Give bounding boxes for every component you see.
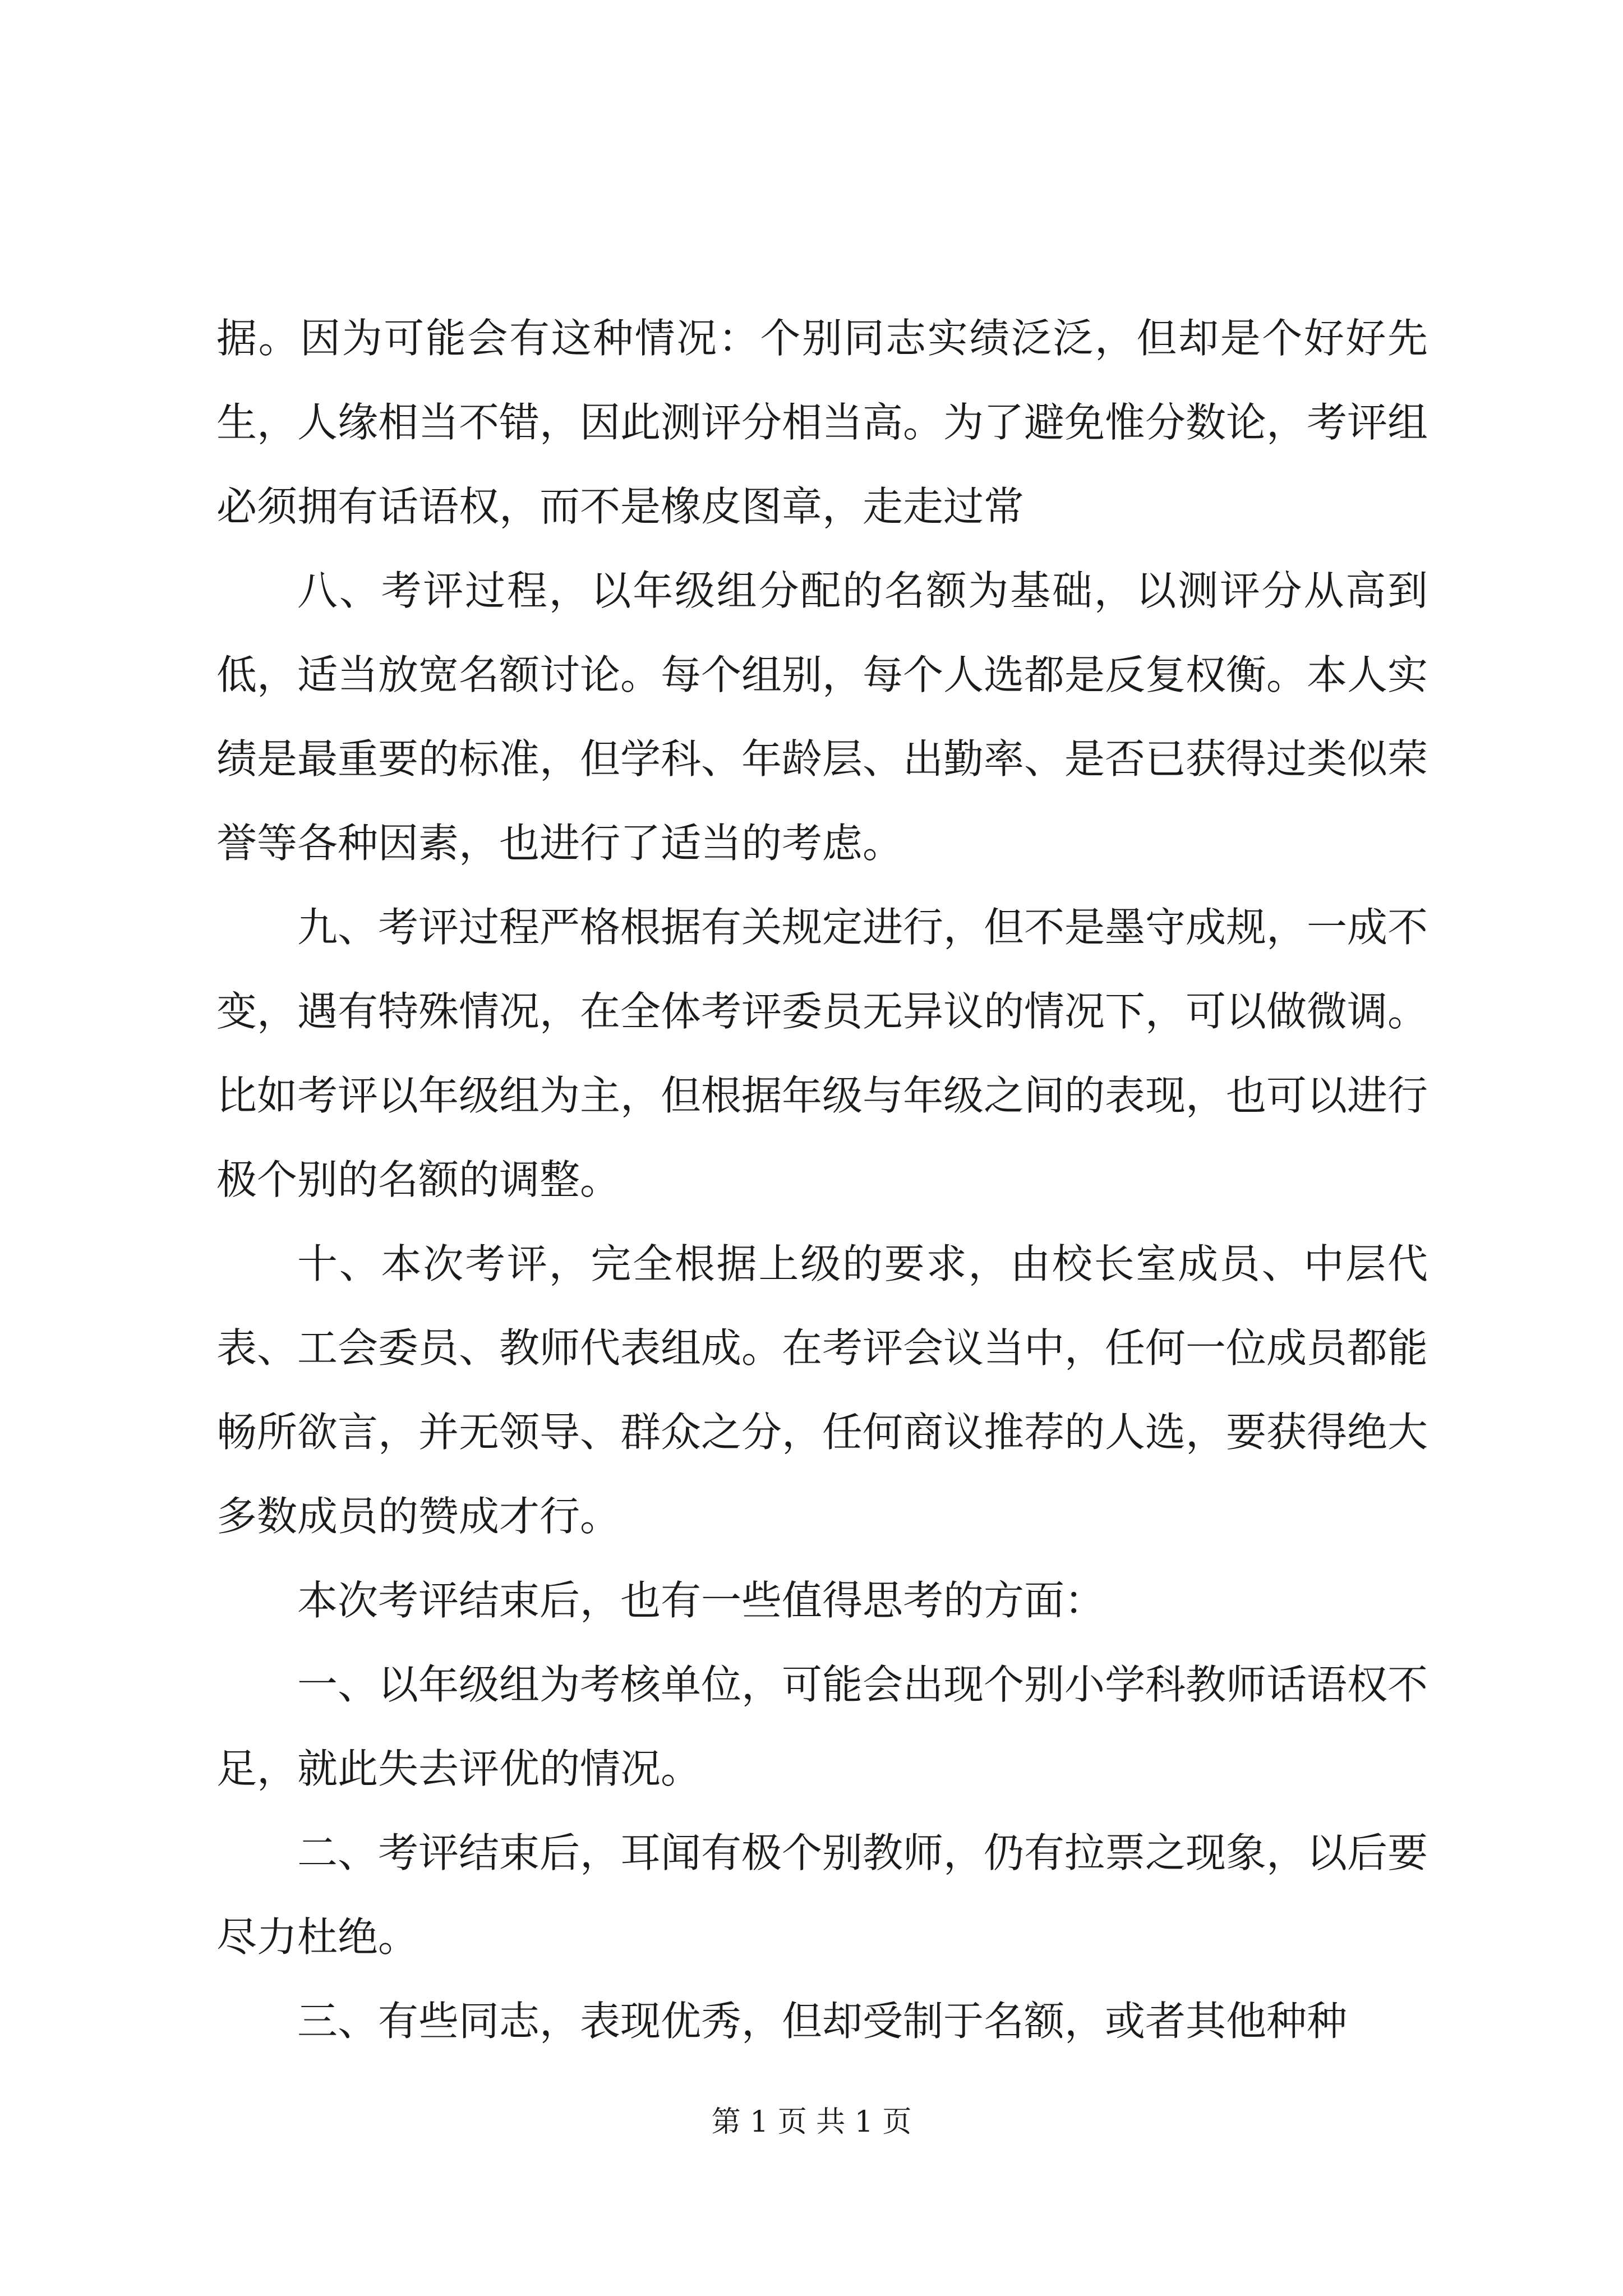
- paragraph-8: 三、有些同志，表现优秀，但却受制于名额，或者其他种种: [297, 1998, 1348, 2045]
- document-body: [216, 296, 1428, 2063]
- page-footer: 第 1 页 共 1 页: [711, 2105, 912, 2139]
- paragraph-6: 一、以年级组为考核单位，可能会出现个别小学科教师话语权不足，就此失去评优的情况。: [216, 1661, 1428, 1792]
- paragraph-2: 八、考评过程，以年级组分配的名额为基础，以测评分从高到低，适当放宽名额讨论。每个组别，每个人选都是反复权衡。本人实绩是最重要的标准，但学科、年龄层、出勤率、是否已获得过类似荣誉等各种因素，也进行了适当的考虑。: [216, 567, 1428, 867]
- paragraph-1: 据。因为可能会有这种情况：个别同志实绩泛泛，但却是个好好先生，人缘相当不错，因此测评分相当高。为了避免惟分数论，考评组必须拥有话语权，而不是橡皮图章，走走过常: [216, 315, 1428, 530]
- paragraph-5: 本次考评结束后，也有一些值得思考的方面：: [297, 1577, 1105, 1624]
- paragraph-7: 二、考评结束后，耳闻有极个别教师，仍有拉票之现象，以后要尽力杜绝。: [216, 1829, 1428, 1961]
- paragraph-4: 十、本次考评，完全根据上级的要求，由校长室成员、中层代表、工会委员、教师代表组成。在考评会议当中，任何一位成员都能畅所欲言，并无领导、群众之分，任何商议推荐的人选，要获得绝大多数成员的赞成才行。: [216, 1240, 1428, 1540]
- paragraph-3: 九、考评过程严格根据有关规定进行，但不是墨守成规，一成不变，遇有特殊情况，在全体考评委员无异议的情况下，可以做微调。比如考评以年级组为主，但根据年级与年级之间的表现，也可以进行极个别的名额的调整。: [216, 904, 1428, 1203]
